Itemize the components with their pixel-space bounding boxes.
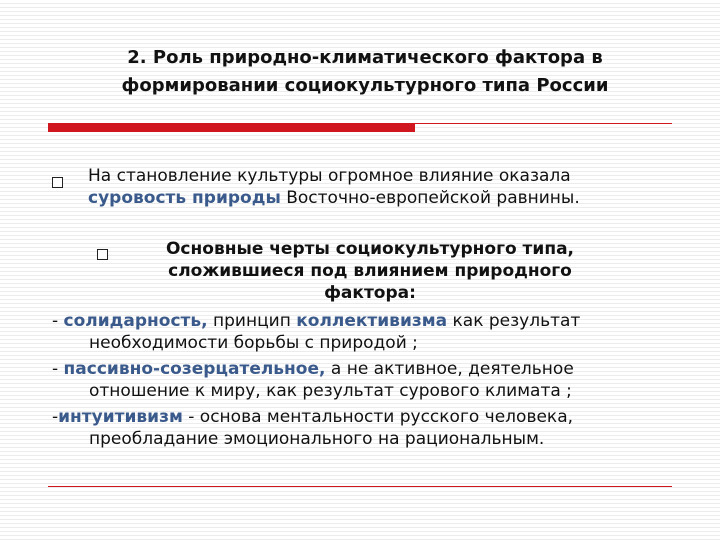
bullet2-line-2: сложившиеся под влиянием природного — [168, 261, 572, 281]
item-text: а не активное, деятельное — [325, 359, 574, 379]
slide-title — [60, 44, 670, 100]
divider-accent — [48, 123, 415, 132]
square-bullet-icon — [97, 249, 108, 260]
item-continuation: отношение к миру, как результат сурового климата ; — [89, 381, 572, 401]
item-prefix: - — [52, 359, 64, 379]
bullet2-line-3: фактора: — [324, 283, 416, 303]
item-highlight: интуитивизм — [58, 407, 183, 427]
list-item — [52, 358, 682, 402]
item-prefix: - — [52, 311, 64, 331]
title-line-2: формировании социокультурного типа России — [121, 75, 609, 96]
item-continuation: необходимости борьбы с природой ; — [89, 333, 418, 353]
item-highlight: пассивно-созерцательное, — [63, 359, 326, 379]
bullet-paragraph-1 — [88, 165, 688, 209]
square-bullet-icon — [52, 177, 63, 188]
title-line-1: 2. Роль природно-климатического фактора в — [127, 47, 603, 68]
bullet-paragraph-2 — [130, 238, 610, 304]
item-highlight-2: коллективизма — [296, 311, 448, 331]
bullet1-highlight: суровость природы — [88, 188, 281, 208]
item-continuation: преобладание эмоционального на рациональным. — [89, 429, 545, 449]
item-prefix: - — [52, 407, 59, 427]
divider-bottom — [48, 486, 672, 487]
item-text: принцип — [207, 311, 297, 331]
item-highlight: солидарность, — [63, 311, 208, 331]
bullet1-text-a: На становление культуры огромное влияние оказала — [88, 166, 571, 186]
list-item — [52, 310, 682, 354]
item-text: - основа ментальности русского человека, — [182, 407, 574, 427]
bullet1-text-b: Восточно-европейской равнины. — [280, 188, 580, 208]
bullet2-line-1: Основные черты социокультурного типа, — [165, 239, 574, 259]
list-item — [52, 406, 682, 450]
item-text-2: как результат — [447, 311, 581, 331]
